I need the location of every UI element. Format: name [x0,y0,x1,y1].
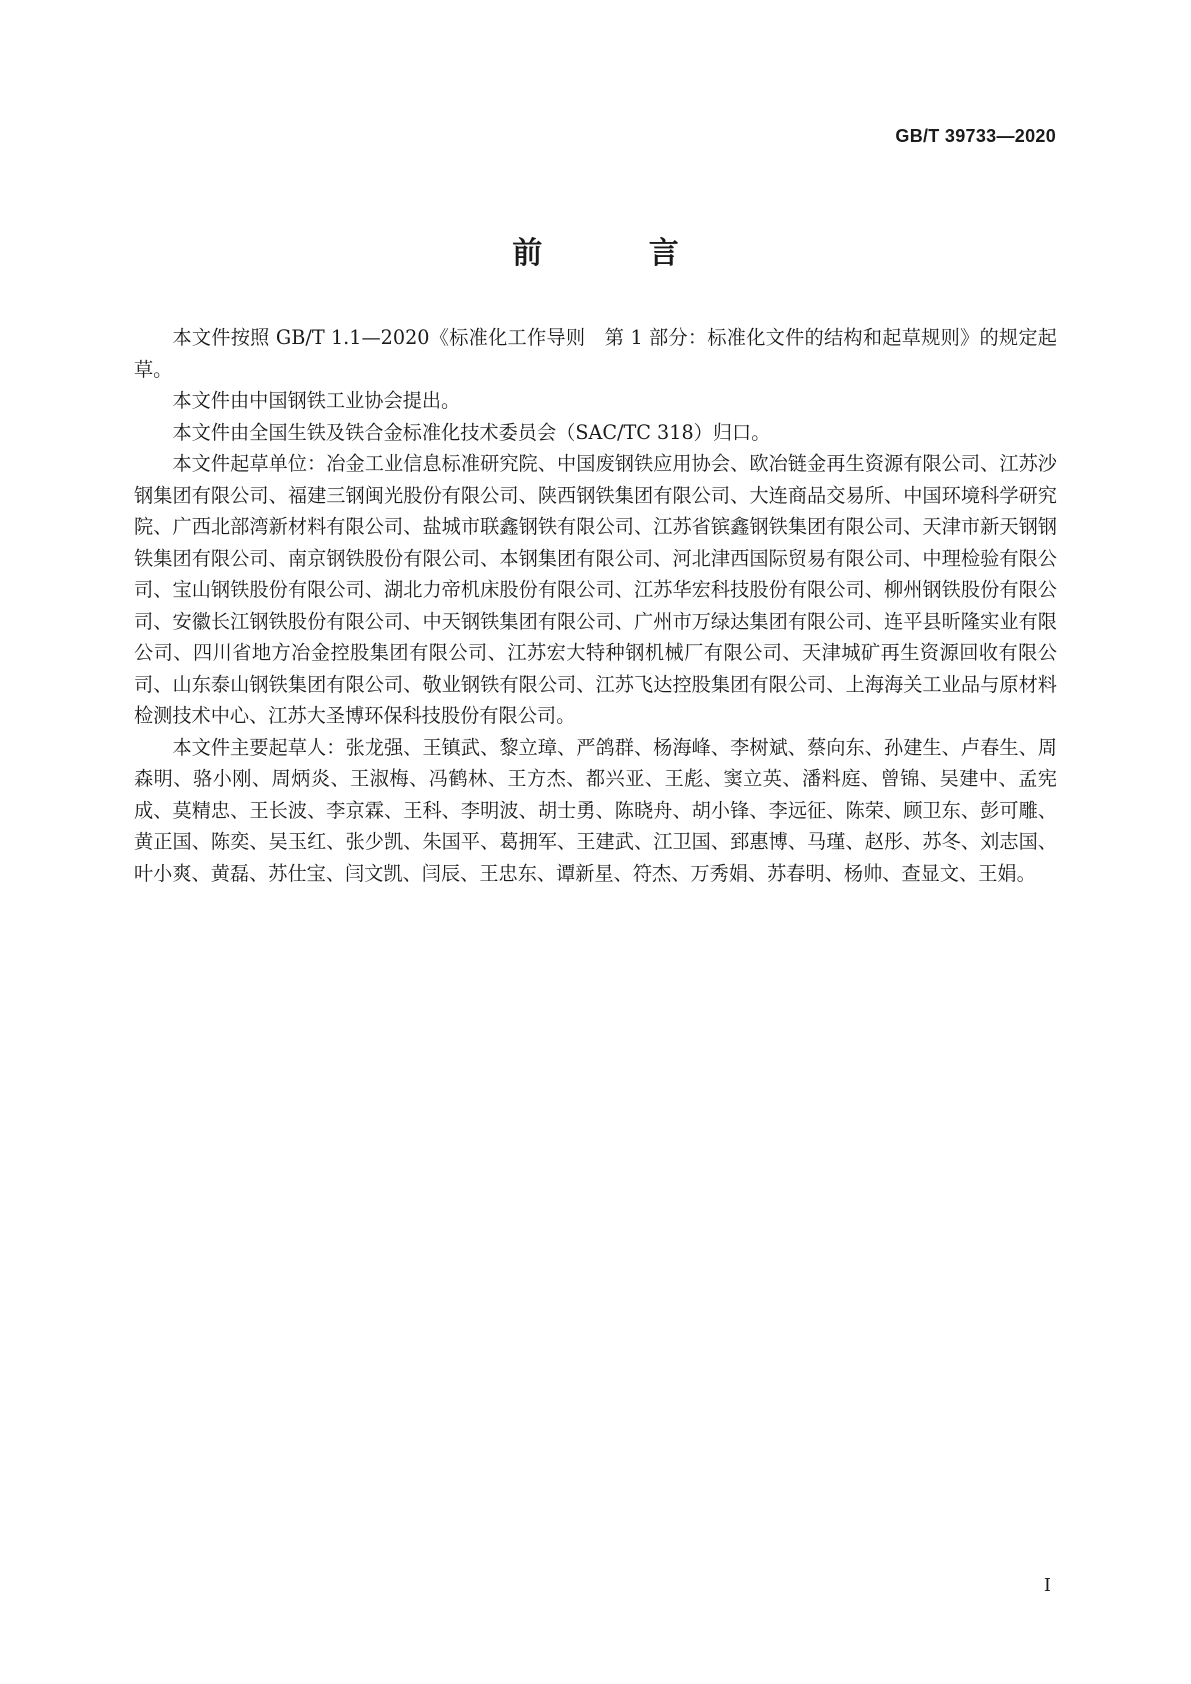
paragraph-drafters: 本文件主要起草人：张龙强、王镇武、黎立璋、严鸽群、杨海峰、李树斌、蔡向东、孙建生、卢春生、周森明、骆小刚、周炳炎、王淑梅、冯鹤林、王方杰、都兴亚、王彪、窦立英、潘料庭、曾锦、吴建中、孟宪成、莫精忠、王长波、李京霖、王科、李明波、胡士勇、陈晓舟、胡小锋、李远征、陈荣、顾卫东、彭可雕、黄正国、陈奕、吴玉红、张少凯、朱国平、葛拥军、王建武、江卫国、郅惠博、马瑾、赵彤、苏冬、刘志国、叶小爽、黄磊、苏仕宝、闫文凯、闫辰、王忠东、谭新星、符杰、万秀娟、苏春明、杨帅、查显文、王娟。 [134,735,1057,885]
document-code: GB/T 39733—2020 [895,126,1056,146]
paragraph-drafting-units: 本文件起草单位：冶金工业信息标准研究院、中国废钢铁应用协会、欧冶链金再生资源有限公司、江苏沙钢集团有限公司、福建三钢闽光股份有限公司、陕西钢铁集团有限公司、大连商品交易所、中国环境科学研究院、广西北部湾新材料有限公司、盐城市联鑫钢铁有限公司、江苏省镔鑫钢铁集团有限公司、天津市新天钢钢铁集团有限公司、南京钢铁股份有限公司、本钢集团有限公司、河北津西国际贸易有限公司、中理检验有限公司、宝山钢铁股份有限公司、湖北力帝机床股份有限公司、江苏华宏科技股份有限公司、柳州钢铁股份有限公司、安徽长江钢铁股份有限公司、中天钢铁集团有限公司、广州市万绿达集团有限公司、连平县昕隆实业有限公司、四川省地方冶金控股集团有限公司、江苏宏大特种钢机械厂有限公司、天津城矿再生资源回收有限公司、山东泰山钢铁集团有限公司、敬业钢铁有限公司、江苏飞达控股集团有限公司、上海海关工业品与原材料检测技术中心、江苏大圣博环保科技股份有限公司。 [134,452,1057,727]
page-number: I [1043,1575,1051,1596]
paragraph-committee: 本文件由全国生铁及铁合金标准化技术委员会（SAC/TC 318）归口。 [172,420,771,444]
paragraph-proposer: 本文件由中国钢铁工业协会提出。 [172,389,461,412]
page-title: 前 言 [512,236,727,271]
paragraph-drafting-rules: 本文件按照 GB/T 1.1—2020《标准化工作导则 第 1 部分：标准化文件的结构和起草规则》的规定起草。 [134,326,1057,381]
foreword-body [134,322,1057,889]
